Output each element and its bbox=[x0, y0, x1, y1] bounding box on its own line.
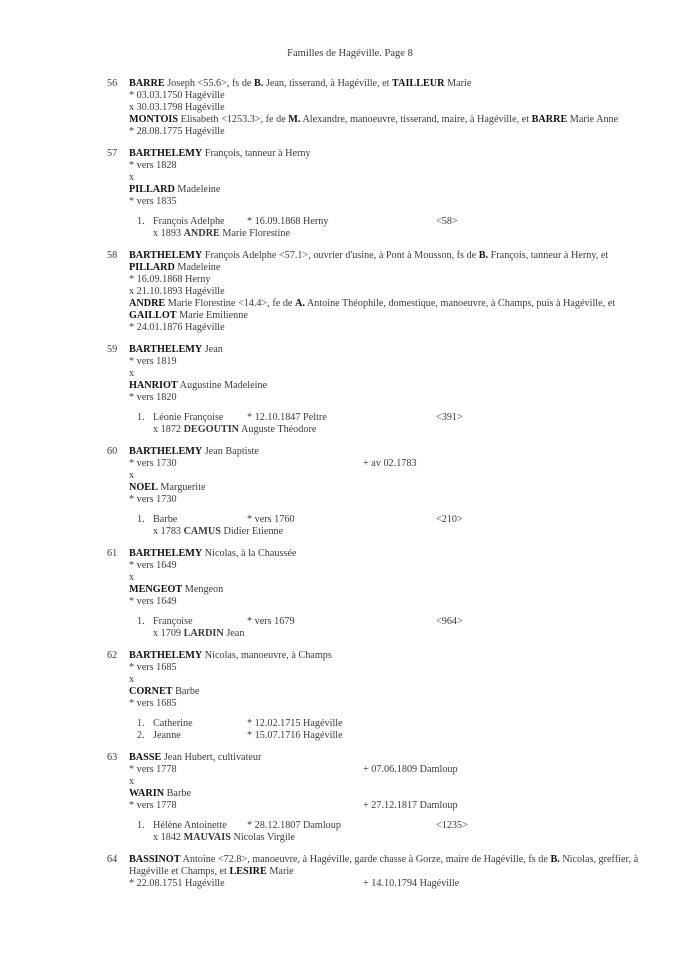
surname: WARIN bbox=[129, 788, 165, 799]
text-segment: * 03.03.1750 Hagéville bbox=[129, 90, 225, 101]
entry-line bbox=[129, 752, 644, 764]
death-date: + 27.12.1817 Damloup bbox=[363, 800, 458, 811]
text-segment: * vers 1778 bbox=[129, 800, 177, 811]
entry-number: 56 bbox=[107, 78, 118, 89]
child-reference: <210> bbox=[436, 514, 463, 525]
entry-line bbox=[129, 548, 644, 560]
family-entry bbox=[0, 446, 700, 538]
text-segment: Marie Florestine bbox=[219, 228, 290, 239]
entry-number: 64 bbox=[107, 854, 118, 865]
child-birth: * vers 1679 bbox=[247, 616, 295, 627]
entry-line bbox=[129, 662, 644, 674]
text-segment: * vers 1730 bbox=[129, 494, 177, 505]
death-date: + av 02.1783 bbox=[363, 458, 417, 469]
text-segment: x bbox=[129, 776, 135, 787]
children-list bbox=[0, 216, 700, 240]
entry-line bbox=[129, 482, 644, 494]
child-row bbox=[0, 616, 700, 628]
surname: B. bbox=[253, 78, 264, 89]
child-reference: <58> bbox=[436, 216, 458, 227]
child-number: 1. bbox=[137, 514, 145, 525]
text-segment: x 21.10.1893 Hagéville bbox=[129, 286, 225, 297]
entry-line bbox=[129, 470, 644, 482]
entry-line bbox=[129, 878, 644, 890]
text-segment: x bbox=[129, 368, 135, 379]
surname: MAUVAIS bbox=[183, 832, 231, 843]
surname: BARTHELEMY bbox=[129, 250, 203, 261]
surname: ANDRE bbox=[129, 298, 166, 309]
child-reference: <391> bbox=[436, 412, 463, 423]
text-segment: Joseph <55.6>, fs de bbox=[164, 78, 254, 89]
child-birth: * 28.12.1807 Damloup bbox=[247, 820, 341, 831]
surname: A. bbox=[294, 298, 305, 309]
surname: BARTHELEMY bbox=[129, 148, 203, 159]
entry-number: 57 bbox=[107, 148, 118, 159]
entry-line bbox=[129, 584, 644, 596]
surname: GAILLOT bbox=[129, 310, 177, 321]
surname: BASSINOT bbox=[129, 854, 181, 865]
text-segment: Marguerite bbox=[157, 482, 206, 493]
text-segment: * vers 1685 bbox=[129, 698, 177, 709]
child-birth: * 16.09.1868 Herny bbox=[247, 216, 329, 227]
family-entries bbox=[0, 78, 700, 900]
child-number: 2. bbox=[137, 730, 145, 741]
child-birth: * vers 1760 bbox=[247, 514, 295, 525]
text-segment: Nicolas Virgile bbox=[230, 832, 296, 843]
text-segment: Jean Baptiste bbox=[202, 446, 259, 457]
text-segment: * vers 1828 bbox=[129, 160, 177, 171]
family-entry bbox=[0, 854, 700, 890]
child-birth: * 12.02.1715 Hagéville bbox=[247, 718, 343, 729]
surname: MONTOIS bbox=[129, 114, 179, 125]
child-birth: * 12.10.1847 Peltre bbox=[247, 412, 327, 423]
entry-line bbox=[129, 160, 644, 172]
family-entry bbox=[0, 548, 700, 640]
surname: ANDRE bbox=[183, 228, 220, 239]
child-marriage bbox=[153, 832, 700, 844]
surname: BARRE bbox=[531, 114, 568, 125]
entry-line bbox=[129, 776, 644, 788]
child-row bbox=[0, 718, 700, 730]
text-segment: Jean Hubert, cultivateur bbox=[161, 752, 262, 763]
child-name: François Adelphe bbox=[153, 216, 225, 227]
text-segment: x 1872 bbox=[153, 424, 184, 435]
entry-line bbox=[129, 344, 644, 356]
entry-line bbox=[129, 368, 644, 380]
text-segment: * vers 1685 bbox=[129, 662, 177, 673]
child-name: Catherine bbox=[153, 718, 193, 729]
text-segment: * vers 1730 bbox=[129, 458, 177, 469]
entry-number: 60 bbox=[107, 446, 118, 457]
entry-number: 61 bbox=[107, 548, 118, 559]
death-date: + 07.06.1809 Damloup bbox=[363, 764, 458, 775]
entry-line bbox=[129, 494, 644, 506]
text-segment: x 1783 bbox=[153, 526, 184, 537]
entry-line bbox=[129, 126, 644, 138]
children-list bbox=[0, 820, 700, 844]
child-reference: <1235> bbox=[436, 820, 468, 831]
child-row bbox=[0, 412, 700, 424]
child-number: 1. bbox=[137, 216, 145, 227]
child-row bbox=[0, 820, 700, 832]
entry-line bbox=[129, 674, 644, 686]
child-marriage bbox=[153, 526, 700, 538]
text-segment: Nicolas, à la Chaussée bbox=[202, 548, 297, 559]
entry-line bbox=[129, 148, 644, 160]
entry-line bbox=[129, 788, 644, 800]
surname: CAMUS bbox=[183, 526, 221, 537]
surname: CORNET bbox=[129, 686, 173, 697]
surname: BARTHELEMY bbox=[129, 548, 203, 559]
child-birth: * 15.07.1716 Hagéville bbox=[247, 730, 343, 741]
text-segment: François, tanneur à Herny, et bbox=[488, 250, 609, 261]
family-entry bbox=[0, 250, 700, 334]
text-segment: * vers 1778 bbox=[129, 764, 177, 775]
entry-line bbox=[129, 172, 644, 184]
text-segment: Madeleine bbox=[174, 262, 221, 273]
text-segment: * vers 1649 bbox=[129, 560, 177, 571]
surname: BARTHELEMY bbox=[129, 344, 203, 355]
text-segment: Jean bbox=[223, 628, 245, 639]
text-segment: * 16.09.1868 Herny bbox=[129, 274, 211, 285]
text-segment: Marie Emilienne bbox=[176, 310, 248, 321]
child-number: 1. bbox=[137, 412, 145, 423]
surname: BASSE bbox=[129, 752, 162, 763]
child-number: 1. bbox=[137, 820, 145, 831]
entry-number: 59 bbox=[107, 344, 118, 355]
entry-line bbox=[129, 274, 644, 286]
child-number: 1. bbox=[137, 718, 145, 729]
child-name: Jeanne bbox=[153, 730, 181, 741]
text-segment: Antoine <72.8>, manoeuvre, à Hagéville, garde chasse à Gorze, maire de Hagéville, fs de bbox=[180, 854, 551, 865]
family-entry bbox=[0, 344, 700, 436]
text-segment: Elisabeth <1253.3>, fe de bbox=[178, 114, 289, 125]
entry-line bbox=[129, 286, 644, 298]
text-segment: * vers 1649 bbox=[129, 596, 177, 607]
text-segment: Jean bbox=[202, 344, 223, 355]
text-segment: Marie bbox=[444, 78, 472, 89]
text-segment: Barbe bbox=[164, 788, 191, 799]
entry-number: 63 bbox=[107, 752, 118, 763]
entry-line bbox=[129, 356, 644, 368]
child-number: 1. bbox=[137, 616, 145, 627]
surname: MENGEOT bbox=[129, 584, 183, 595]
family-entry bbox=[0, 650, 700, 742]
child-marriage bbox=[153, 424, 700, 436]
text-segment: * vers 1820 bbox=[129, 392, 177, 403]
surname: B. bbox=[478, 250, 489, 261]
entry-number: 58 bbox=[107, 250, 118, 261]
child-reference: <964> bbox=[436, 616, 463, 627]
family-entry bbox=[0, 752, 700, 844]
text-segment: x 1893 bbox=[153, 228, 184, 239]
entry-line bbox=[129, 698, 644, 710]
text-segment: * 24.01.1876 Hagéville bbox=[129, 322, 225, 333]
entry-line bbox=[129, 764, 644, 776]
children-list bbox=[0, 514, 700, 538]
child-name: Barbe bbox=[153, 514, 178, 525]
children-list bbox=[0, 616, 700, 640]
surname: NOEL bbox=[129, 482, 158, 493]
text-segment: * 28.08.1775 Hagéville bbox=[129, 126, 225, 137]
text-segment: François Adelphe <57.1>, ouvrier d'usine, à Pont à Mousson, fs de bbox=[202, 250, 479, 261]
entry-line bbox=[129, 102, 644, 114]
family-entry bbox=[0, 78, 700, 138]
text-segment: * 22.08.1751 Hagéville bbox=[129, 878, 225, 889]
text-segment: Didier Etienne bbox=[220, 526, 284, 537]
entry-line bbox=[129, 196, 644, 208]
entry-line bbox=[129, 90, 644, 102]
surname: TAILLEUR bbox=[392, 78, 445, 89]
text-segment: x bbox=[129, 572, 135, 583]
text-segment: * vers 1819 bbox=[129, 356, 177, 367]
text-segment: x 30.03.1798 Hagéville bbox=[129, 102, 225, 113]
text-segment: x bbox=[129, 674, 135, 685]
text-segment: Jean, tisserand, à Hagéville, et bbox=[263, 78, 393, 89]
text-segment: Nicolas, manoeuvre, à Champs bbox=[202, 650, 332, 661]
surname: BARTHELEMY bbox=[129, 650, 203, 661]
text-segment: Nicolas, greffier, à Hagéville et Champs, et bbox=[129, 854, 639, 877]
text-segment: x bbox=[129, 470, 135, 481]
entry-line bbox=[129, 380, 644, 392]
surname: BARRE bbox=[129, 78, 165, 89]
surname: BARTHELEMY bbox=[129, 446, 203, 457]
entry-line bbox=[129, 572, 644, 584]
surname: LESIRE bbox=[229, 866, 267, 877]
surname: HANRIOT bbox=[129, 380, 178, 391]
entry-line bbox=[129, 392, 644, 404]
text-segment: Madeleine bbox=[174, 184, 221, 195]
entry-line bbox=[129, 250, 644, 274]
entry-line bbox=[129, 458, 644, 470]
child-marriage bbox=[153, 628, 700, 640]
text-segment: Marie Anne bbox=[567, 114, 619, 125]
child-marriage bbox=[153, 228, 700, 240]
text-segment: Augustine Madeleine bbox=[177, 380, 268, 391]
entry-line bbox=[129, 596, 644, 608]
children-list bbox=[0, 718, 700, 742]
entry-line bbox=[129, 854, 644, 878]
entry-line bbox=[129, 800, 644, 812]
text-segment: Auguste Théodore bbox=[239, 424, 317, 435]
text-segment: Mengeon bbox=[182, 584, 224, 595]
child-name: Hélène Antoinette bbox=[153, 820, 227, 831]
entry-line bbox=[129, 560, 644, 572]
text-segment: Marie bbox=[266, 866, 294, 877]
text-segment: * vers 1835 bbox=[129, 196, 177, 207]
surname: PILLARD bbox=[129, 262, 175, 273]
surname: PILLARD bbox=[129, 184, 175, 195]
text-segment: Alexandre, manoeuvre, tisserand, maire, à Hagéville, et bbox=[300, 114, 532, 125]
child-row bbox=[0, 730, 700, 742]
text-segment: François, tanneur à Herny bbox=[202, 148, 311, 159]
entry-line bbox=[129, 322, 644, 334]
entry-line bbox=[129, 78, 644, 90]
entry-line bbox=[129, 114, 644, 126]
child-name: Léonie Françoise bbox=[153, 412, 224, 423]
surname: LARDIN bbox=[183, 628, 224, 639]
text-segment: Marie Florestine <14.4>, fe de bbox=[165, 298, 295, 309]
surname: B. bbox=[550, 854, 560, 865]
entry-line bbox=[129, 686, 644, 698]
entry-line bbox=[129, 446, 644, 458]
text-segment: Antoine Théophile, domestique, manoeuvre, à Champs, puis à Hagéville, et bbox=[304, 298, 616, 309]
children-list bbox=[0, 412, 700, 436]
page-header: Familles de Hagéville. Page 8 bbox=[287, 48, 413, 59]
entry-line bbox=[129, 298, 644, 322]
text-segment: Barbe bbox=[172, 686, 200, 697]
family-entry bbox=[0, 148, 700, 240]
death-date: + 14.10.1794 Hagéville bbox=[363, 878, 460, 889]
entry-line bbox=[129, 184, 644, 196]
text-segment: x 1709 bbox=[153, 628, 184, 639]
text-segment: x bbox=[129, 172, 135, 183]
surname: M. bbox=[288, 114, 301, 125]
child-name: Françoise bbox=[153, 616, 193, 627]
surname: DEGOUTIN bbox=[183, 424, 240, 435]
entry-number: 62 bbox=[107, 650, 118, 661]
child-row bbox=[0, 216, 700, 228]
entry-line bbox=[129, 650, 644, 662]
text-segment: x 1842 bbox=[153, 832, 184, 843]
child-row bbox=[0, 514, 700, 526]
